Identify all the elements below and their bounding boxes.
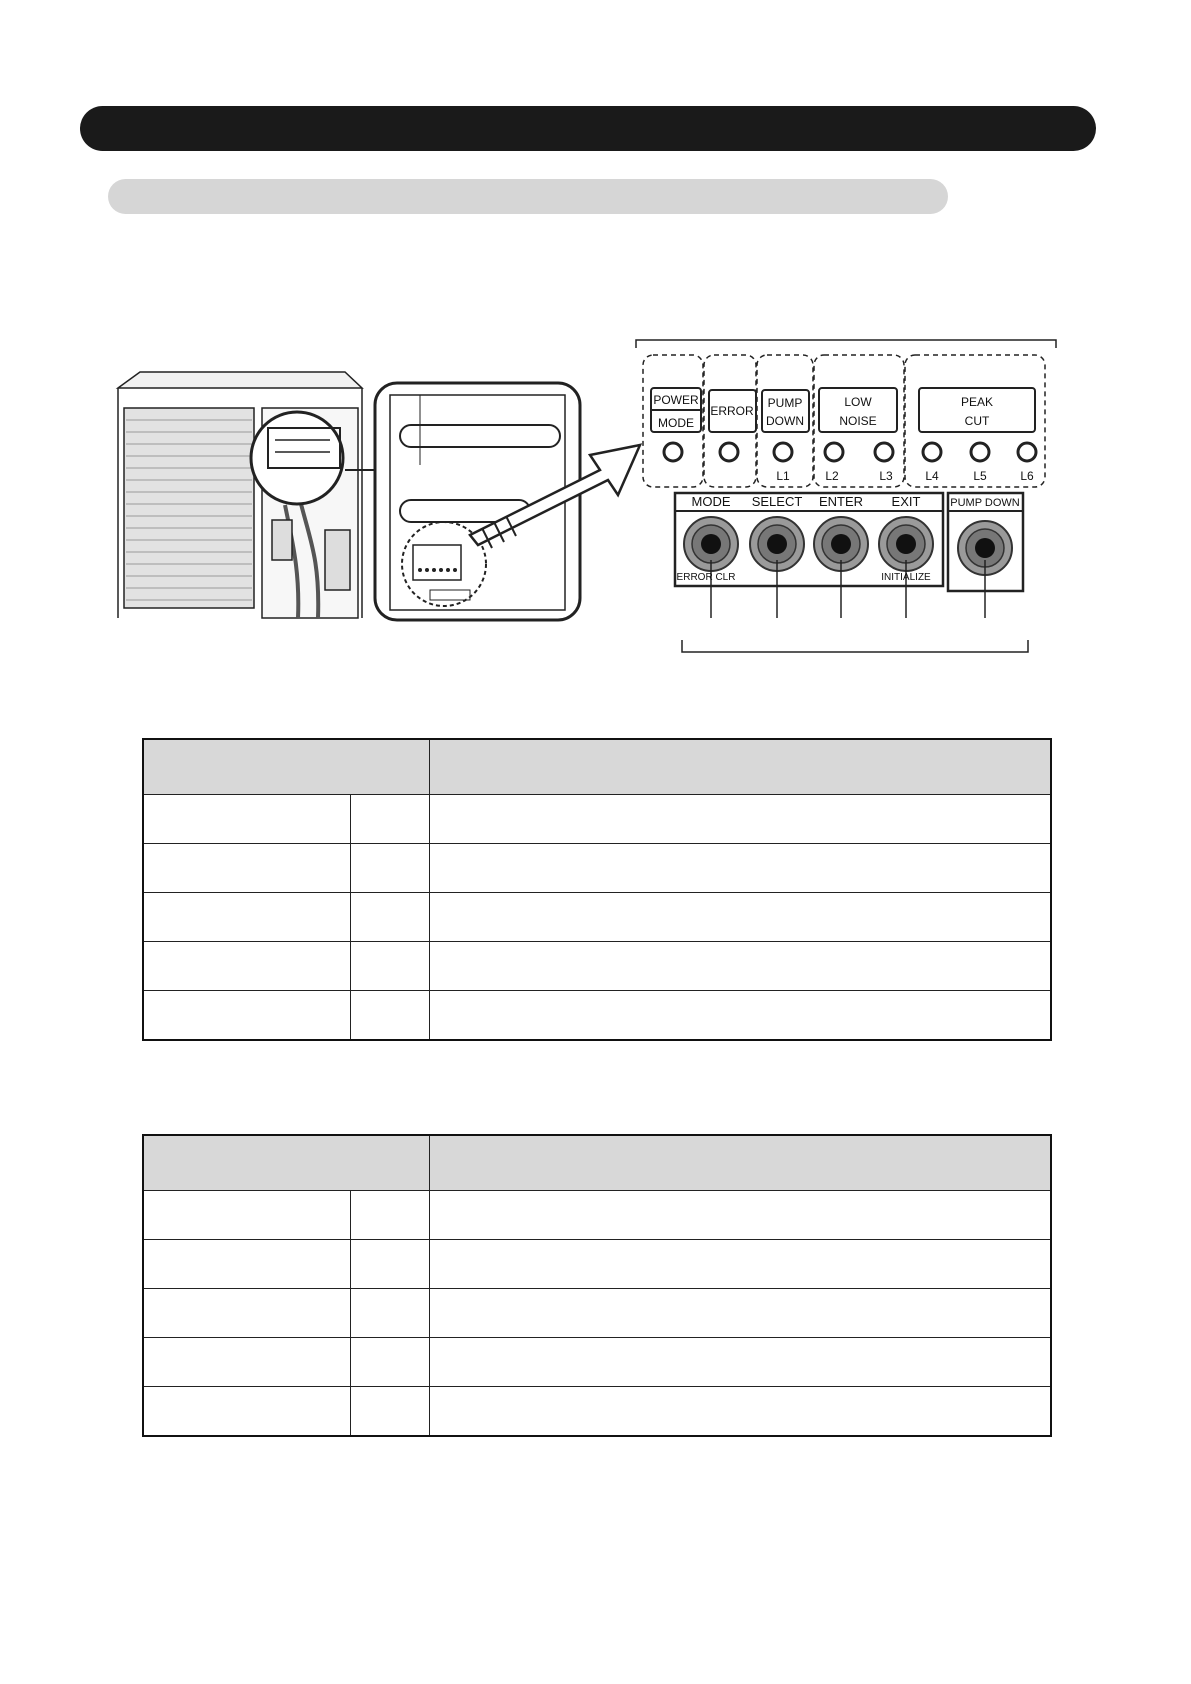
- peak-cut-label-2: CUT: [964, 414, 990, 428]
- mode-led-label: MODE: [658, 416, 694, 430]
- table-row: [143, 844, 1051, 893]
- table-header-cell: [143, 1135, 430, 1191]
- table-row: [143, 1387, 1051, 1437]
- led-table: [142, 738, 1052, 1041]
- table-header-row: [143, 1135, 1051, 1191]
- pump-down-led-label-2: DOWN: [766, 414, 804, 428]
- pump-down-button-label: PUMP DOWN: [950, 497, 1020, 509]
- led-l5-label: L5: [973, 469, 987, 483]
- table-row: [143, 1240, 1051, 1289]
- table-header-cell: [430, 739, 1052, 795]
- table-row: [143, 991, 1051, 1041]
- control-box-zoom: [375, 383, 640, 620]
- table-header-row: [143, 739, 1051, 795]
- panel-figure: [0, 0, 1191, 680]
- led-l2-label: L2: [825, 469, 839, 483]
- exit-button-label: EXIT: [891, 494, 921, 509]
- pump-down-led-label-1: PUMP: [767, 396, 803, 410]
- outdoor-unit-illustration: [118, 372, 378, 618]
- low-noise-label-1: LOW: [844, 395, 872, 409]
- led-l3-label: L3: [879, 469, 893, 483]
- table-row: [143, 1338, 1051, 1387]
- button-table: [142, 1134, 1052, 1437]
- select-button-label: SELECT: [751, 494, 803, 509]
- push-buttons: [684, 517, 1012, 575]
- table-row: [143, 1289, 1051, 1338]
- mode-button-label: MODE: [691, 494, 731, 509]
- low-noise-label-2: NOISE: [839, 414, 877, 428]
- initialize-label: INITIALIZE: [881, 572, 931, 583]
- table-row: [143, 893, 1051, 942]
- table-header-cell: [143, 739, 430, 795]
- error-clr-label: ERROR CLR: [676, 572, 736, 583]
- peak-cut-label-1: PEAK: [960, 395, 994, 409]
- led-l6-label: L6: [1020, 469, 1034, 483]
- led-l4-label: L4: [925, 469, 939, 483]
- power-label: POWER: [653, 393, 699, 407]
- error-label: ERROR: [710, 404, 754, 418]
- table-row: [143, 795, 1051, 844]
- table-header-cell: [430, 1135, 1052, 1191]
- led-l1-label: L1: [776, 469, 790, 483]
- enter-button-label: ENTER: [818, 494, 864, 509]
- table-row: [143, 1191, 1051, 1240]
- table-row: [143, 942, 1051, 991]
